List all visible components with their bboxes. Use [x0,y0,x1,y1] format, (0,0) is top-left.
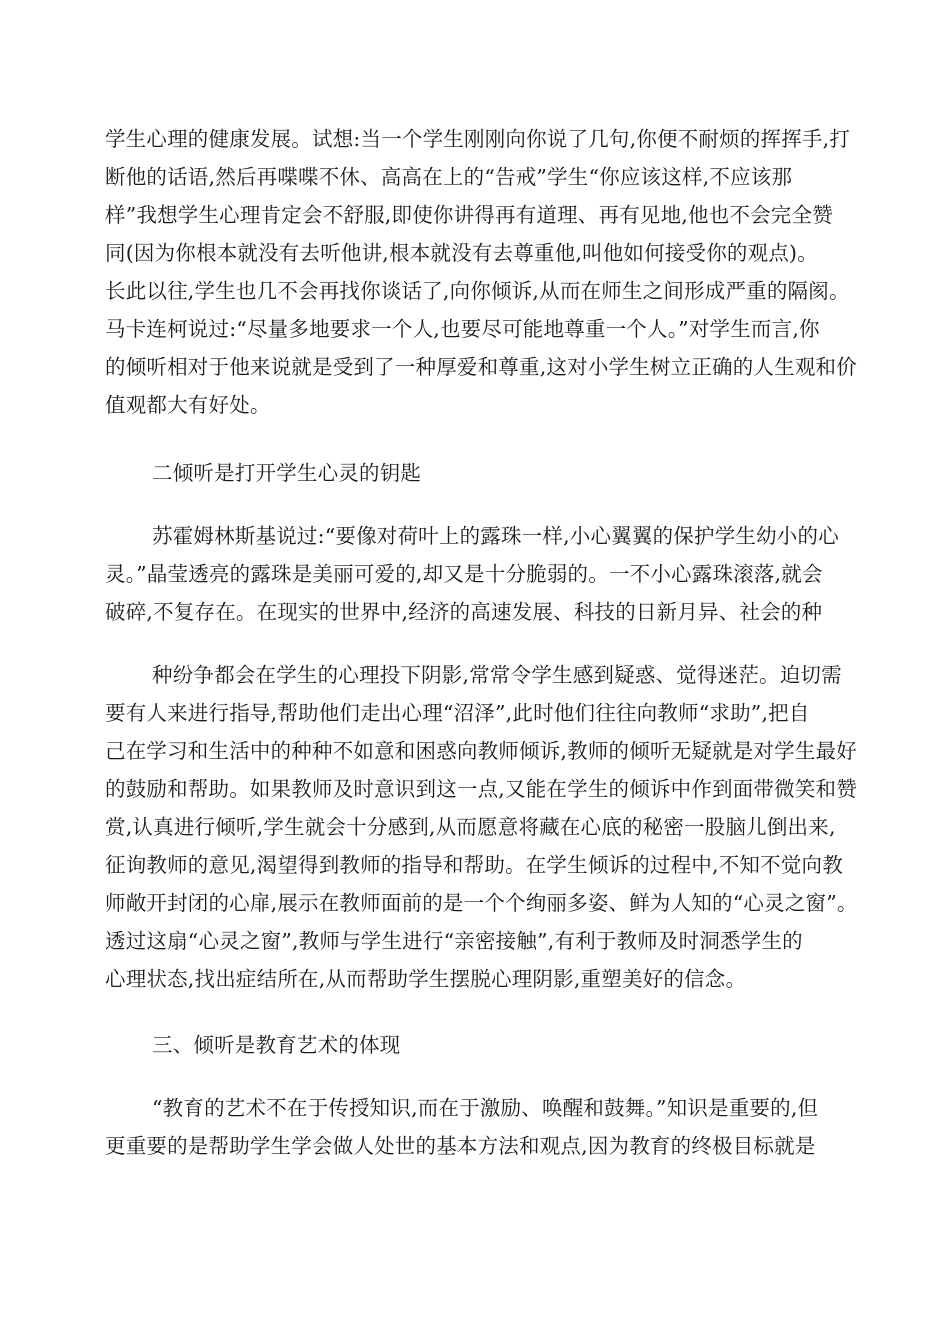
text-line: 学生心理的健康发展。试想:当一个学生刚刚向你说了几句,你便不耐烦的挥挥手,打 [105,127,851,151]
text-line: “教育的艺术不在于传授知识,而在于激励、唤醒和鼓舞。”知识是重要的,但 [152,1096,819,1120]
text-line: 心理状态,找出症结所在,从而帮助学生摆脱心理阴影,重塑美好的信念。 [105,967,747,991]
text-line: 赏,认真进行倾听,学生就会十分感到,从而愿意将藏在心底的秘密一股脑儿倒出来, [105,815,836,839]
text-line: 苏霍姆林斯基说过:“要像对荷叶上的露珠一样,小心翼翼的保护学生幼小的心 [152,524,839,548]
text-line: 长此以往,学生也几不会再找你谈话了,向你倾诉,从而在师生之间形成严重的隔阂。 [105,279,850,303]
text-line: 同(因为你根本就没有去听他讲,根本就没有去尊重他,叫他如何接受你的观点)。 [105,241,818,265]
text-line: 更重要的是帮助学生学会做人处世的基本方法和观点,因为教育的终极目标就是 [105,1134,816,1158]
text-line: 的倾听相对于他来说就是受到了一种厚爱和尊重,这对小学生树立正确的人生观和价 [105,355,857,379]
text-line: 灵。”晶莹透亮的露珠是美丽可爱的,却又是十分脆弱的。一不小心露珠滚落,就会 [105,562,823,586]
text-line: 样”我想学生心理肯定会不舒服,即使你讲得再有道理、再有见地,他也不会完全赞 [105,203,833,227]
text-line: 师敞开封闭的心扉,展示在教师面前的是一个个绚丽多姿、鲜为人知的“心灵之窗”。 [105,891,858,915]
section-heading-2: 二倾听是打开学生心灵的钥匙 [152,461,422,485]
text-line: 种纷争都会在学生的心理投下阴影,常常令学生感到疑惑、觉得迷茫。迫切需 [152,663,842,687]
text-line: 征询教师的意见,渴望得到教师的指导和帮助。在学生倾诉的过程中,不知不觉向教 [105,853,843,877]
text-line: 值观都大有好处。 [105,393,271,417]
text-line: 马卡连柯说过:“尽量多地要求一个人,也要尽可能地尊重一个人。”对学生而言,你 [105,317,820,341]
text-line: 透过这扇“心灵之窗”,教师与学生进行“亲密接触”,有利于教师及时洞悉学生的 [105,929,803,953]
text-line: 的鼓励和帮助。如果教师及时意识到这一点,又能在学生的倾诉中作到面带微笑和赞 [105,777,857,801]
section-heading-3: 三、倾听是教育艺术的体现 [152,1033,401,1057]
text-line: 破碎,不复存在。在现实的世界中,经济的高速发展、科技的日新月异、社会的种 [105,600,823,624]
text-line: 要有人来进行指导,帮助他们走出心理“沼泽”,此时他们往往向教师“求助”,把自 [105,701,810,725]
text-line: 己在学习和生活中的种种不如意和困惑向教师倾诉,教师的倾听无疑就是对学生最好 [105,739,857,763]
text-line: 断他的话语,然后再喋喋不休、高高在上的“告戒”学生“你应该这样,不应该那 [105,165,793,189]
